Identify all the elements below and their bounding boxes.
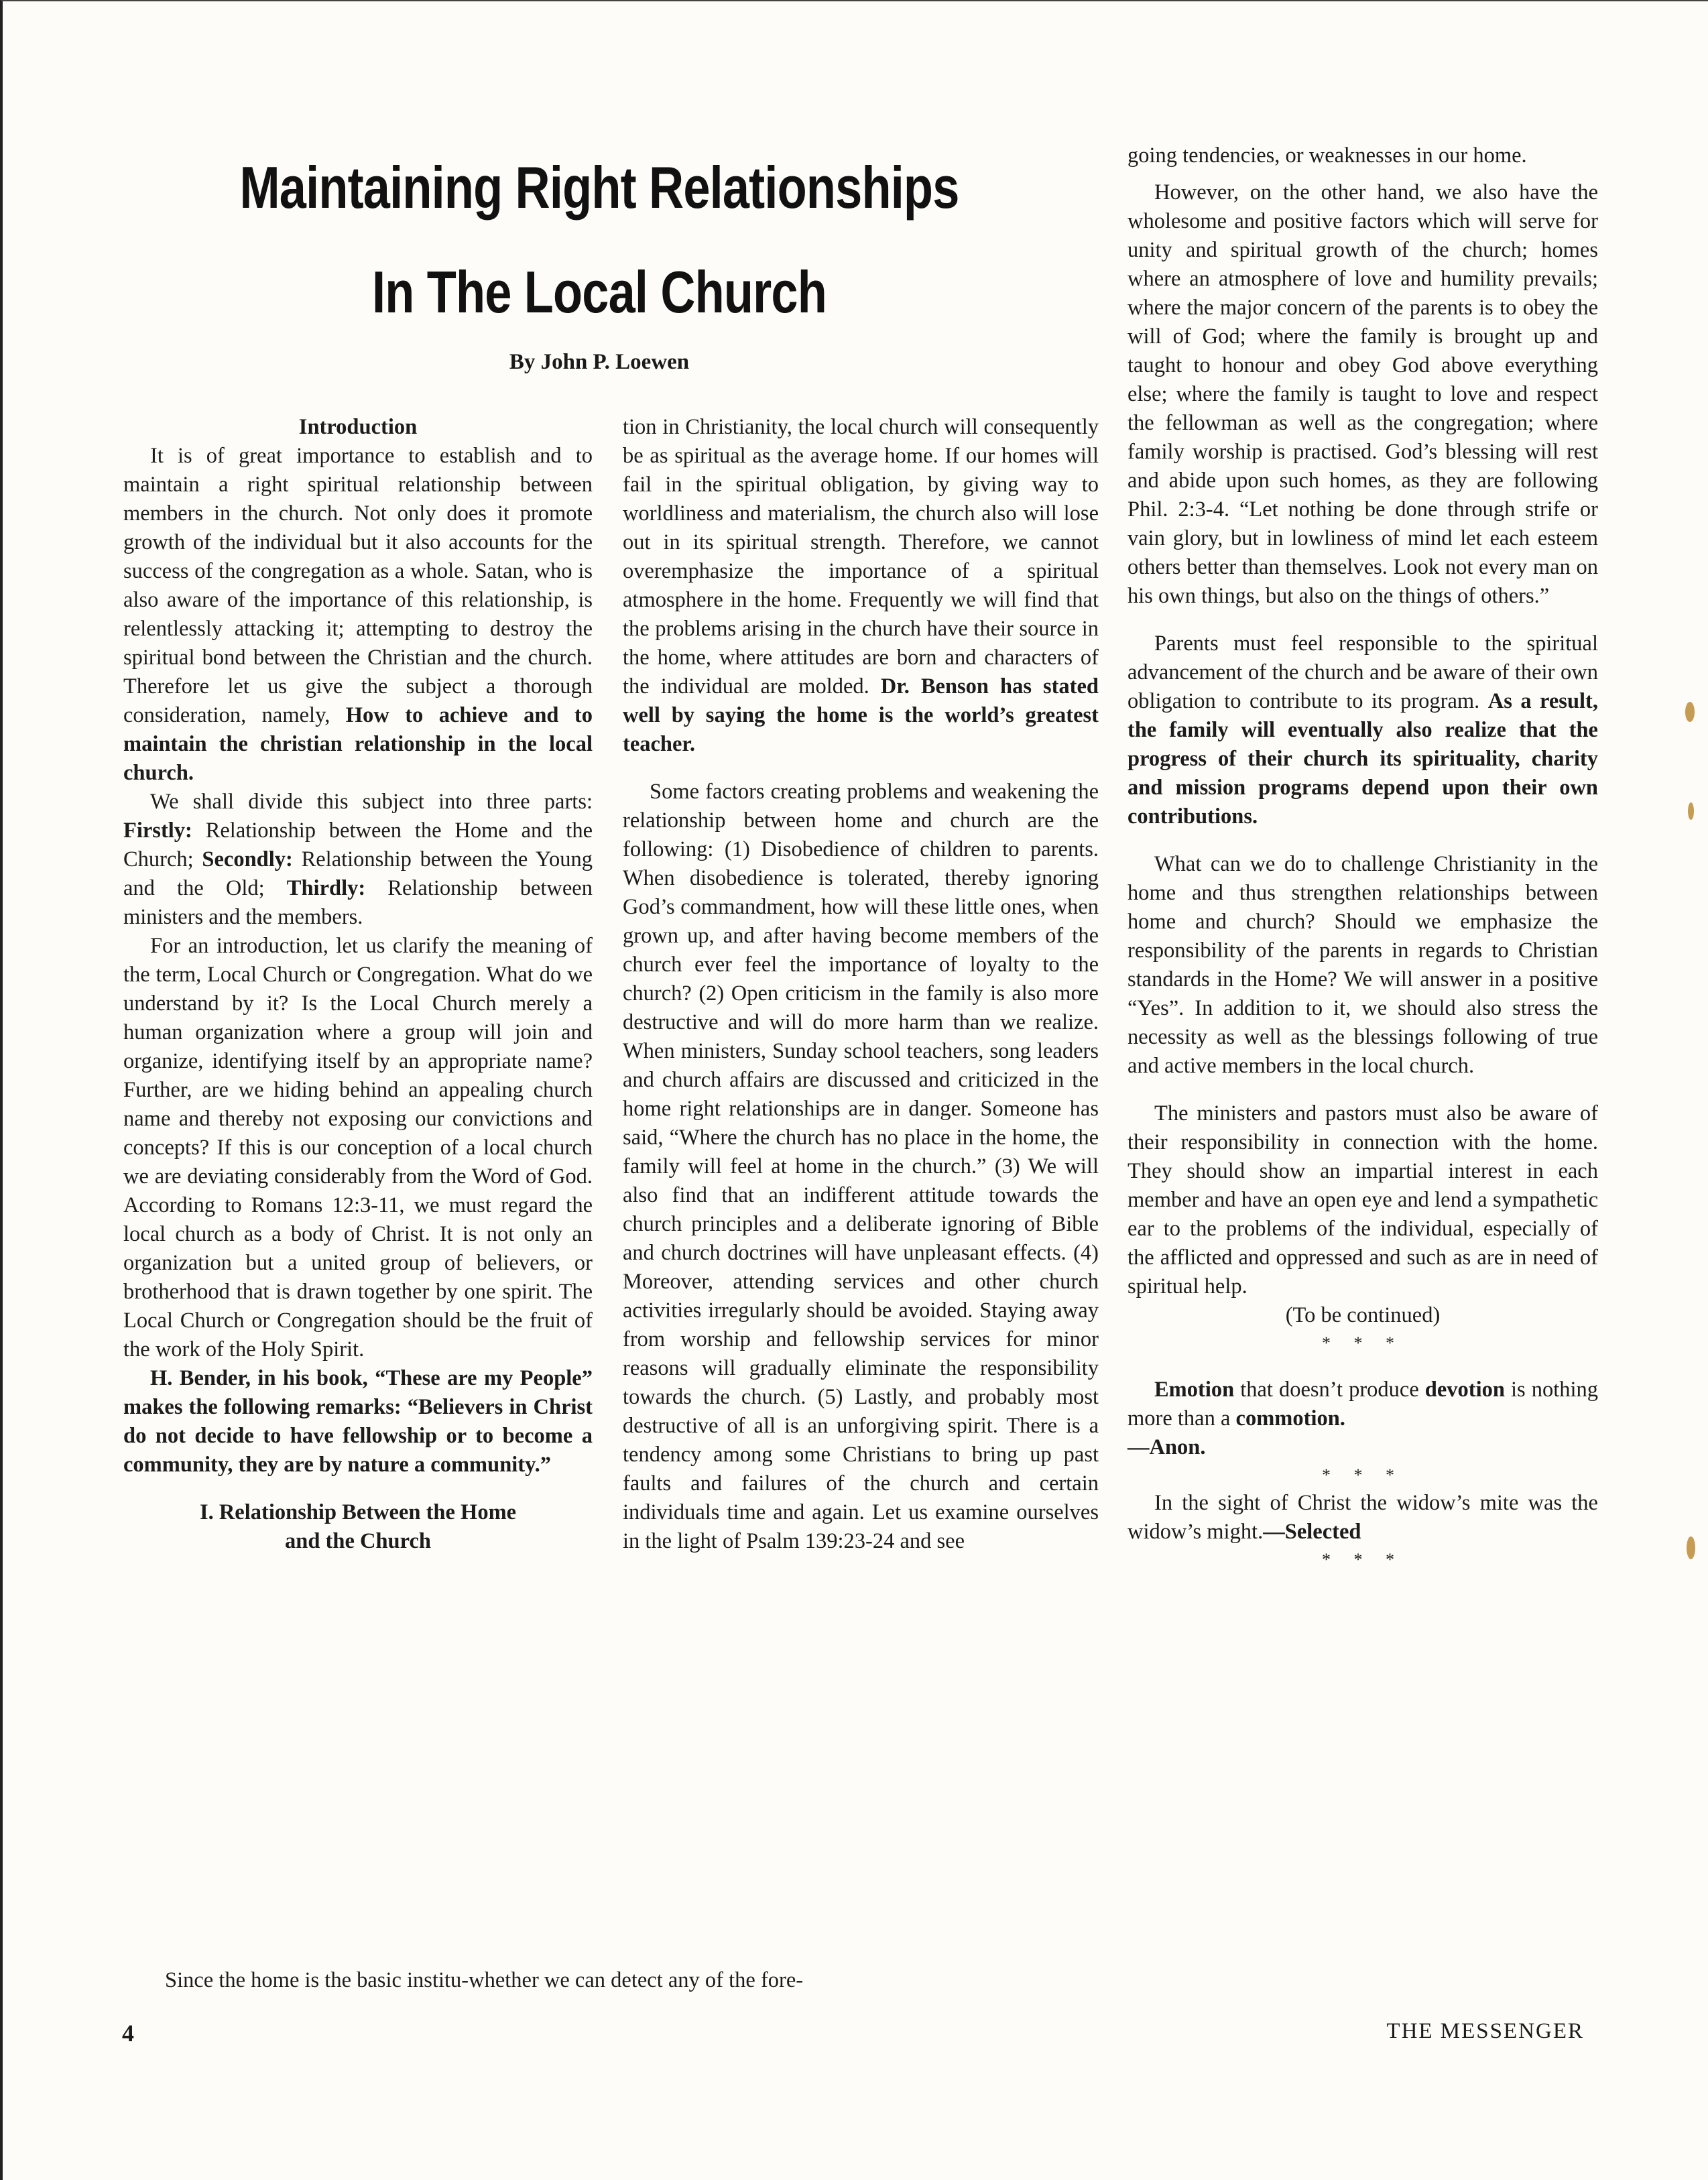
section-heading-line: I. Relationship Between the Home	[199, 1500, 517, 1524]
title-line-1: Maintaining Right Relationships	[239, 154, 959, 221]
emphasis-text: commotion.	[1235, 1406, 1345, 1431]
byline: By John P. Loewen	[509, 350, 690, 374]
publication-name: THE MESSENGER	[1386, 2019, 1584, 2043]
paragraph	[1127, 629, 1598, 831]
section-heading	[123, 1498, 593, 1556]
column-1	[123, 413, 593, 1556]
paragraph: going tendencies, or weaknesses in our home.	[1127, 143, 1527, 168]
page-number: 4	[122, 2020, 134, 2047]
paragraph-text: Parents must feel responsible to the spiritual advancement of the church and be aware of their own obligation to contribute to its program.	[1127, 631, 1598, 713]
section-heading-line: and the Church	[285, 1529, 431, 1553]
paragraph: However, on the other hand, we also have the wholesome and positive factors which will serve for unity and spiritual growth of the church; homes where an atmosphere of love and humility prevails; where the major concern of the parents is to obey the will of God; where the family is brought up and taught to honour and obey God above everything else; where the family is taught to love and respect the fellowman as well as the congregation; where family worship is practised. God’s blessing will rest and abide upon such homes, as they are following Phil. 2:3-4. “Let nothing be done through strife or vain glory, but in lowliness of mind let each esteem others better than themselves. Look not every man on his own things, but also on the things of others.”	[1127, 180, 1598, 608]
paragraph-text: Relationship between the Home and the Church;	[123, 819, 593, 871]
paragraph: The ministers and pastors must also be aware of their responsibility in connection with the home. They should show an impartial interest in each member and have an open eye and lend a sympathetic ear to the problems of the individual, especially of the afflicted and oppressed and such as are in need of spiritual help.	[1127, 1101, 1598, 1298]
bender-quote: H. Bender, in his book, “These are my People” makes the following remarks: “Believers in Christ do not decide to have fellowship or to become a community, they are by nature a community.”	[123, 1366, 593, 1477]
emphasis-text: Thirdly:	[286, 876, 366, 900]
emphasis-text: Dr. Benson has stated well by saying the home is the world’s greatest teacher.	[623, 674, 1099, 756]
paper-stain	[1687, 1536, 1695, 1559]
column-3	[1127, 141, 1598, 1573]
paragraph-text: that doesn’t produce	[1234, 1378, 1425, 1402]
paragraph-text: In the sight of Christ the widow’s mite was the widow’s might.	[1127, 1491, 1598, 1544]
emphasis-text: Emotion	[1154, 1378, 1235, 1402]
quote-attribution: —Selected	[1263, 1520, 1361, 1544]
paragraph-text: is nothing more than a	[1127, 1378, 1598, 1431]
title-line-2: In The Local Church	[371, 259, 827, 325]
emphasis-text: As a result, the family will eventually also realize that the progress of their church its spirituality, charity and mission programs depend upon their own contributions.	[1127, 689, 1598, 829]
column-2	[623, 413, 1099, 1556]
emphasis-text: How to achieve and to maintain the christian relationship in the local church.	[123, 703, 593, 785]
widow-quote	[1127, 1489, 1598, 1547]
paragraph: Some factors creating problems and weakening the relationship between home and church are the following: (1) Disobedience of children to parents. When disobedience is tolerated, thereby ignoring God’s commandment, how will these little ones, when grown up, and after having become members of the church ever feel the importance of loyalty to the church? (2) Open criticism in the family is also more destructive and will do more harm than we realize. When ministers, Sunday school teachers, song leaders and church affairs are discussed and criticized in the home right relationships are in danger. Someone has said, “Where the church has no place in the home, the family will feel at home in the church.” (3) We will also find that an indifferent attitude towards the church principles and a deliberate ignoring of Bible and church doctrines will have unpleasant effects. (4) Moreover, attending services and other church activities irregularly should be avoided. Staying away from worship and fellowship services for minor reasons will gradually eliminate the responsibility towards the church. (5) Lastly, and probably most destructive of all is an unforgiving spirit. There is a tendency among some Christians to bring up past faults and failures of the church and certain individuals time and again. Let us examine ourselves in the light of Psalm 139:23-24 and see	[623, 780, 1099, 1553]
paper-stain	[1688, 802, 1694, 820]
bottom-line: Since the home is the basic institu-whether we can detect any of the fore-	[165, 1968, 804, 1992]
emphasis-text: Firstly:	[123, 819, 192, 843]
separator-stars: * * *	[1322, 1333, 1404, 1353]
paragraph	[123, 442, 593, 788]
paragraph-text: Relationship between ministers and the members.	[123, 876, 593, 929]
article-title	[237, 135, 962, 345]
paragraph: For an introduction, let us clarify the meaning of the term, Local Church or Congregation. What do we understand by it? Is the Local Church merely a human organization where a group will join and organize, identifying itself by an appropriate name? Further, are we hiding behind an appealing church name and thereby not exposing our convictions and concepts? If this is our conception of a local church we are deviating considerably from the Word of God. According to Romans 12:3-11, we must regard the local church as a body of Christ. It is not only an organization but a united group of believers, or brotherhood that is drawn together by one spirit. The Local Church or Congregation should be the fruit of the work of the Holy Spirit.	[123, 934, 593, 1361]
paragraph-text: It is of great importance to establish and to maintain a right spiritual relationship between members in the church. Not only does it promote growth of the individual but it also accounts for the success of the congregation as a whole. Satan, who is also aware of the importance of this relationship, is relentlessly attacking it; attempting to destroy the spiritual bond between the Christian and the church. Therefore let us give the subject a thorough consideration, namely,	[123, 444, 593, 727]
paragraph	[623, 413, 1099, 759]
emphasis-text: Secondly:	[202, 847, 293, 871]
separator-stars: * * *	[1322, 1465, 1404, 1485]
to-be-continued: (To be continued)	[1285, 1303, 1441, 1327]
intro-heading: Introduction	[298, 415, 418, 439]
paragraph	[123, 788, 593, 932]
paper-stain	[1685, 702, 1695, 722]
paragraph-text: Relationship between the Young and the Old;	[123, 847, 593, 900]
separator-stars: * * *	[1322, 1550, 1404, 1569]
paragraph-text: tion in Christianity, the local church will consequently be as spiritual as the average home. If our homes will fail in the spiritual obligation, by giving way to worldliness and materialism, the church also will lose out in its spiritual strength. Therefore, we cannot overemphasize the importance of a spiritual atmosphere in the home. Frequently we will find that the problems arising in the church have their source in the home, where attitudes are born and characters of the individual are molded.	[623, 415, 1099, 699]
paragraph-text: We shall divide this subject into three parts:	[150, 790, 593, 814]
emphasis-text: devotion	[1424, 1378, 1505, 1402]
emotion-quote	[1127, 1376, 1598, 1462]
paragraph: What can we do to challenge Christianity in the home and thus strengthen relationships between home and church? Should we emphasize the responsibility of the parents in regards to Christian standards in the Home? We will answer in a positive “Yes”. In addition to it, we should also stress the necessity as well as the blessings following of true and active members in the local church.	[1127, 852, 1598, 1078]
quote-attribution: —Anon.	[1127, 1435, 1206, 1459]
